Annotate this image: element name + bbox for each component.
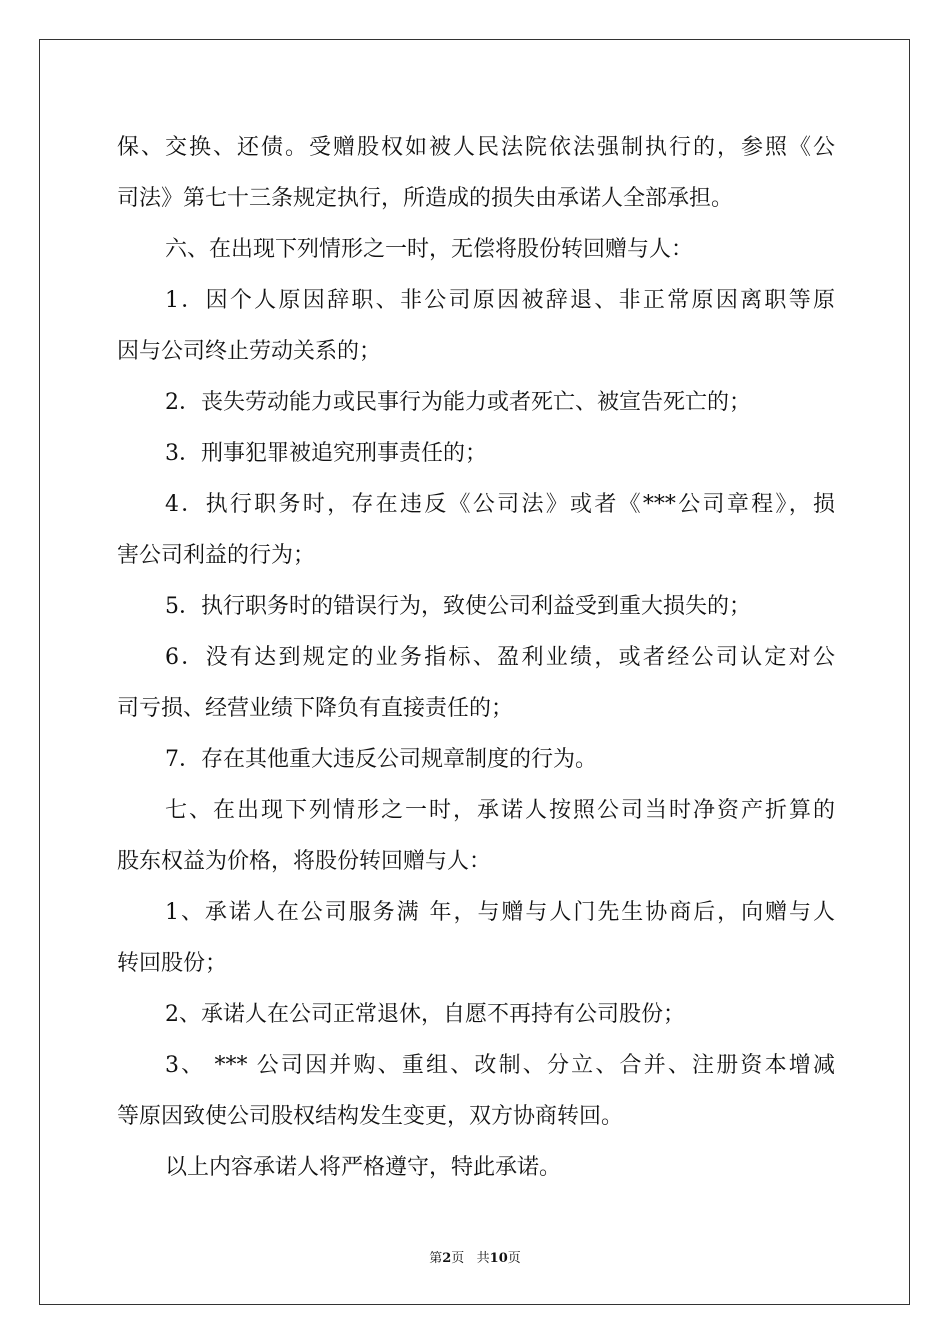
text-line: 司法》第七十三条规定执行，所造成的损失由承诺人全部承担。: [117, 186, 734, 211]
text-line: 5．执行职务时的错误行为，致使公司利益受到重大损失的；: [165, 594, 751, 619]
text-line: 六、在出现下列情形之一时，无偿将股份转回赠与人：: [165, 237, 694, 262]
text-line: 转回股份；: [117, 951, 228, 976]
text-line: 7．存在其他重大违反公司规章制度的行为。: [165, 747, 597, 772]
footer-total-pages: 10: [489, 1251, 508, 1266]
text-line: 1．因个人原因辞职、非公司原因被辞退、非正常原因离职等原: [165, 288, 835, 313]
text-line: 3、 *** 公司因并购、重组、改制、分立、合并、注册资本增减: [165, 1053, 835, 1078]
text-line: 以上内容承诺人将严格遵守，特此承诺。: [165, 1155, 562, 1180]
footer-suffix: 页: [507, 1251, 521, 1266]
page-footer: [0, 1247, 950, 1266]
text-line: 3．刑事犯罪被追究刑事责任的；: [165, 441, 487, 466]
footer-page-number: 2: [442, 1251, 452, 1266]
footer-middle: 页 共: [451, 1251, 490, 1266]
text-line: 股东权益为价格，将股份转回赠与人：: [117, 849, 492, 874]
text-line: 2、承诺人在公司正常退休，自愿不再持有公司股份；: [165, 1002, 685, 1027]
text-line: 1、承诺人在公司服务满 年，与赠与人门先生协商后，向赠与人: [165, 900, 835, 925]
text-line: 等原因致使公司股权结构发生变更，双方协商转回。: [117, 1104, 624, 1129]
text-line: 2．丧失劳动能力或民事行为能力或者死亡、被宣告死亡的；: [165, 390, 751, 415]
text-line: 6．没有达到规定的业务指标、盈利业绩，或者经公司认定对公: [165, 645, 835, 670]
text-line: 害公司利益的行为；: [117, 543, 316, 568]
text-line: 保、交换、还债。受赠股权如被人民法院依法强制执行的，参照《公: [117, 135, 835, 160]
text-line: 因与公司终止劳动关系的；: [117, 339, 382, 364]
document-body: [117, 130, 835, 1201]
text-line: 4．执行职务时，存在违反《公司法》或者《***公司章程》，损: [165, 492, 835, 517]
footer-prefix: 第: [429, 1251, 443, 1266]
text-line: 七、在出现下列情形之一时，承诺人按照公司当时净资产折算的: [165, 798, 835, 823]
text-line: 司亏损、经营业绩下降负有直接责任的；: [117, 696, 514, 721]
